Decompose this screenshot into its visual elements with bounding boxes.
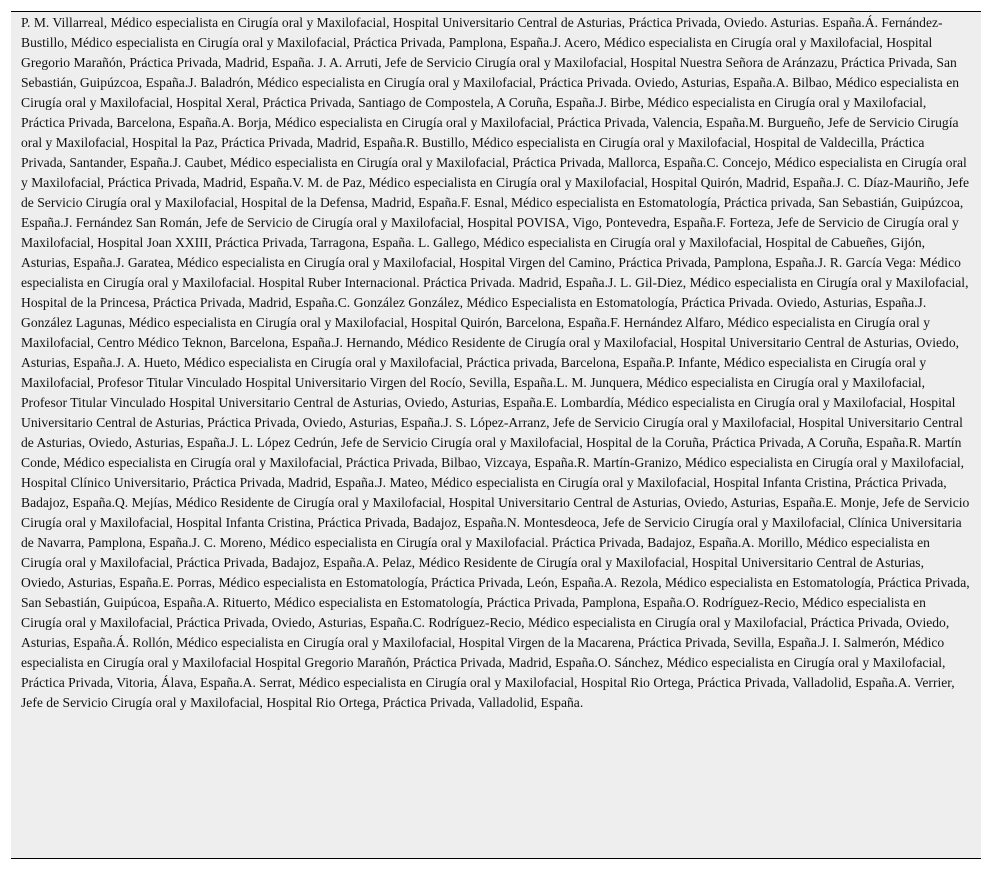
contributors-table bbox=[11, 11, 981, 859]
contributors-cell: P. M. Villarreal, Médico especialista en Cirugía oral y Maxilofacial, Hospital Universitario Central de Asturias, Práctica Privada, Oviedo. Asturias. España.Á. Fernández-Bustillo, Médico especialista en Cirugía oral y Maxilofacial, Práctica Privada, Pamplona, España.J. Acero, Médico especialista en Cirugía oral y Maxilofacial, Hospital Gregorio Marañón, Práctica Privada, Madrid, España. J. A. Arruti, Jefe de Servicio Cirugía oral y Maxilofacial, Hospital Nuestra Señora de Aránzazu, Práctica Privada, San Sebastián, Guipúzcoa, España.J. Baladrón, Médico especialista en Cirugía oral y Maxilofacial, Práctica Privada. Oviedo, Asturias, España.A. Bilbao, Médico especialista en Cirugía oral y Maxilofacial, Hospital Xeral, Práctica Privada, Santiago de Compostela, A Coruña, España.J. Birbe, Médico especialista en Cirugía oral y Maxilofacial, Práctica Privada, Barcelona, España.A. Borja, Médico especialista en Cirugía oral y Maxilofacial, Práctica Privada, Valencia, España.M. Burgueño, Jefe de Servicio Cirugía oral y Maxilofacial, Hospital la Paz, Práctica Privada, Madrid, España.R. Bustillo, Médico especialista en Cirugía oral y Maxilofacial, Hospital de Valdecilla, Práctica Privada, Santander, España.J. Caubet, Médico especialista en Cirugía oral y Maxilofacial, Práctica Privada, Mallorca, España.C. Concejo, Médico especialista en Cirugía oral y Maxilofacial, Práctica Privada, Madrid, España.V. M. de Paz, Médico especialista en Cirugía oral y Maxilofacial, Hospital Quirón, Madrid, España.J. C. Díaz-Mauriño, Jefe de Servicio Cirugía oral y Maxilofacial, Hospital de la Defensa, Madrid, España.F. Esnal, Médico especialista en Estomatología, Práctica privada, San Sebastián, Guipúzcoa, España.J. Fernández San Román, Jefe de Servicio de Cirugía oral y Maxilofacial, Hospital POVISA, Vigo, Pontevedra, España.F. Forteza, Jefe de Servicio de Cirugía oral y Maxilofacial, Hospital Joan XXIII, Práctica Privada, Tarragona, España. L. Gallego, Médico especialista en Cirugía oral y Maxilofacial, Hospital de Cabueñes, Gijón, Asturias, España.J. Garatea, Médico especialista en Cirugía oral y Maxilofacial, Hospital Virgen del Camino, Práctica Privada, Pamplona, España.J. R. García Vega: Médico especialista en Cirugía oral y Maxilofacial. Hospital Ruber Internacional. Práctica Privada. Madrid, España.J. L. Gil-Diez, Médico especialista en Cirugía oral y Maxilofacial, Hospital de la Princesa, Práctica Privada, Madrid, España.C. González González, Médico Especialista en Estomatología, Práctica Privada. Oviedo, Asturias, España.J. González Lagunas, Médico especialista en Cirugía oral y Maxilofacial, Hospital Quirón, Barcelona, España.F. Hernández Alfaro, Médico especialista en Cirugía oral y Maxilofacial, Centro Médico Teknon, Barcelona, España.J. Hernando, Médico Residente de Cirugía oral y Maxilofacial, Hospital Universitario Central de Asturias, Oviedo, Asturias, España.J. A. Hueto, Médico especialista en Cirugía oral y Maxilofacial, Práctica privada, Barcelona, España.P. Infante, Médico especialista en Cirugía oral y Maxilofacial, Profesor Titular Vinculado Hospital Universitario Virgen del Rocío, Sevilla, España.L. M. Junquera, Médico especialista en Cirugía oral y Maxilofacial, Profesor Titular Vinculado Hospital Universitario Central de Asturias, Oviedo, Asturias, España.E. Lombardía, Médico especialista en Cirugía oral y Maxilofacial, Hospital Universitario Central de Asturias, Práctica Privada, Oviedo, Asturias, España.J. S. López-Arranz, Jefe de Servicio Cirugía oral y Maxilofacial, Hospital Universitario Central de Asturias, Oviedo, Asturias, España.J. L. López Cedrún, Jefe de Servicio Cirugía oral y Maxilofacial, Hospital de la Coruña, Práctica Privada, A Coruña, España.R. Martín Conde, Médico especialista en Cirugía oral y Maxilofacial, Práctica Privada, Bilbao, Vizcaya, España.R. Martín-Granizo, Médico especialista en Cirugía oral y Maxilofacial, Hospital Clínico Universitario, Práctica Privada, Madrid, España.J. Mateo, Médico especialista en Cirugía oral y Maxilofacial, Hospital Infanta Cristina, Práctica Privada, Badajoz, España.Q. Mejías, Médico Residente de Cirugía oral y Maxilofacial, Hospital Universitario Central de Asturias, Oviedo, Asturias, España.E. Monje, Jefe de Servicio Cirugía oral y Maxilofacial, Hospital Infanta Cristina, Práctica Privada, Badajoz, España.N. Montesdeoca, Jefe de Servicio Cirugía oral y Maxilofacial, Clínica Universitaria de Navarra, Pamplona, España.J. C. Moreno, Médico especialista en Cirugía oral y Maxilofacial. Práctica Privada, Badajoz, España.A. Morillo, Médico especialista en Cirugía oral y Maxilofacial, Práctica Privada, Badajoz, España.A. Pelaz, Médico Residente de Cirugía oral y Maxilofacial, Hospital Universitario Central de Asturias, Oviedo, Asturias, España.E. Porras, Médico especialista en Estomatología, Práctica Privada, León, España.A. Rezola, Médico especialista en Estomatología, Práctica Privada, San Sebastián, Guipúcoa, España.A. Rituerto, Médico especialista en Estomatología, Práctica Privada, Pamplona, España.O. Rodríguez-Recio, Médico especialista en Cirugía oral y Maxilofacial, Práctica Privada, Oviedo, Asturias, España.C. Rodríguez-Recio, Médico especialista en Cirugía oral y Maxilofacial, Práctica Privada, Oviedo, Asturias, España.Á. Rollón, Médico especialista en Cirugía oral y Maxilofacial, Hospital Virgen de la Macarena, Práctica Privada, Sevilla, España.J. I. Salmerón, Médico especialista en Cirugía oral y Maxilofacial Hospital Gregorio Marañón, Práctica Privada, Madrid, España.O. Sánchez, Médico especialista en Cirugía oral y Maxilofacial, Práctica Privada, Vitoria, Álava, España.A. Serrat, Médico especialista en Cirugía oral y Maxilofacial, Hospital Rio Ortega, Práctica Privada, Valladolid, España.A. Verrier, Jefe de Servicio Cirugía oral y Maxilofacial, Hospital Rio Ortega, Práctica Privada, Valladolid, España. bbox=[21, 15, 970, 710]
